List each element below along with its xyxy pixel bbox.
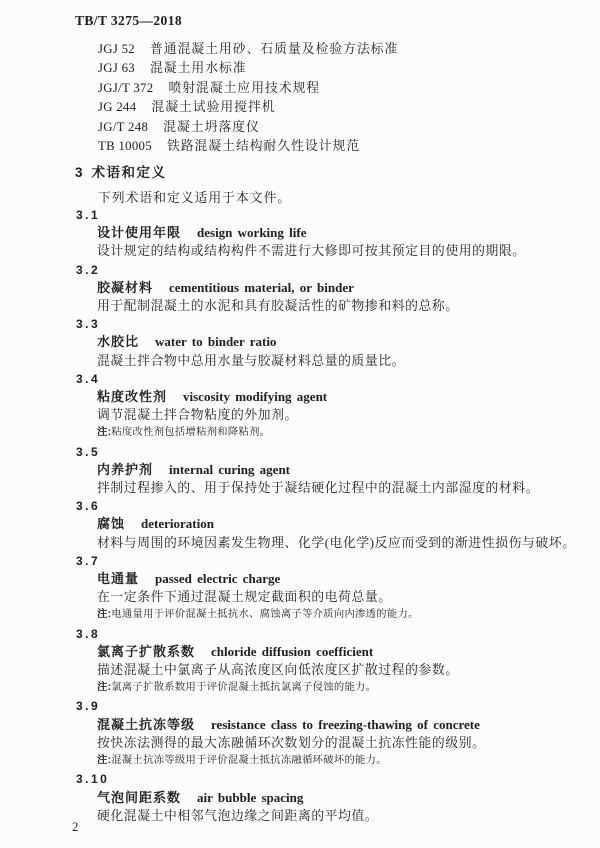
- term-zh: 内养护剂: [97, 461, 154, 477]
- term-note: [0, 752, 600, 770]
- reference-title: 混凝土试验用搅拌机: [151, 100, 276, 115]
- term-number: 3.10: [76, 772, 110, 787]
- reference-title: 混凝土坍落度仪: [163, 119, 260, 134]
- term-en: water to binder ratio: [155, 334, 277, 350]
- term-zh: 水胶比: [97, 334, 140, 350]
- term-zh: 胶凝材料: [97, 279, 154, 295]
- reference-code: TB 10005: [98, 139, 152, 154]
- term-number: 3.5: [76, 444, 101, 459]
- term-3-4: [0, 370, 600, 443]
- reference-list: [98, 40, 560, 156]
- term-en: deterioration: [141, 516, 214, 532]
- note-text: 混凝土抗冻等级用于评价混凝土抵抗冻融循环破坏的能力。: [111, 755, 387, 767]
- term-3-9: [0, 697, 600, 770]
- term-3-8: [0, 625, 600, 698]
- term-definition: 用于配制混凝土的水泥和具有胶凝活性的矿物掺和料的总称。: [97, 299, 459, 314]
- term-3-3: [0, 315, 600, 370]
- term-note: [0, 424, 600, 442]
- reference-title: 喷射混凝土应用技术规程: [168, 80, 321, 95]
- reference-code: JGJ 52: [98, 42, 135, 56]
- section-title: 术语和定义: [91, 165, 167, 180]
- term-en: resistance class to freezing-thawing of concrete: [211, 716, 480, 732]
- term-3-5: [0, 443, 600, 498]
- term-zh: 腐蚀: [97, 516, 126, 532]
- term-number: 3.8: [76, 626, 101, 641]
- note-text: 粘度改性剂包括增粘剂和降粘剂。: [111, 427, 271, 439]
- reference-item: [98, 40, 560, 59]
- section-heading: [75, 161, 167, 181]
- term-number: 3.4: [76, 371, 101, 386]
- term-en: viscosity modifying agent: [183, 389, 328, 405]
- reference-item: [98, 59, 560, 78]
- reference-title: 铁路混凝土结构耐久性设计规范: [166, 139, 361, 154]
- reference-item: [98, 98, 560, 117]
- term-3-2: [0, 261, 600, 316]
- page-number: 2: [72, 820, 79, 834]
- terms-list: [0, 206, 600, 825]
- term-3-1: [0, 206, 600, 261]
- term-definition: 拌制过程掺入的、用于保持处于凝结硬化过程中的混凝土内部湿度的材料。: [97, 481, 540, 496]
- term-3-6: [0, 497, 600, 552]
- note-label: 注:: [97, 755, 112, 767]
- term-en: passed electric charge: [155, 571, 281, 587]
- term-zh: 电通量: [97, 571, 140, 587]
- section-intro: 下列术语和定义适用于本文件。: [98, 191, 292, 205]
- reference-title: 混凝土用水标准: [150, 61, 247, 76]
- reference-item: [98, 137, 560, 156]
- note-label: 注:: [97, 609, 112, 621]
- term-definition: 按快冻法测得的最大冻融循环次数划分的混凝土抗冻性能的级别。: [97, 735, 486, 750]
- section-number: 3: [75, 165, 83, 180]
- doc-number: TB/T 3275—2018: [75, 13, 182, 28]
- note-label: 注:: [97, 427, 112, 439]
- term-zh: 氯离子扩散系数: [97, 643, 196, 659]
- term-en: cementitious material, or binder: [169, 279, 354, 295]
- term-definition: 调节混凝土拌合物粘度的外加剂。: [97, 408, 298, 423]
- term-3-10: [0, 770, 600, 825]
- term-definition: 在一定条件下通过混凝土规定截面积的电荷总量。: [97, 590, 392, 605]
- term-number: 3.1: [76, 208, 101, 222]
- reference-title: 普通混凝土用砂、石质量及检验方法标准: [150, 42, 399, 56]
- term-definition: 硬化混凝土中相邻气泡边缘之间距离的平均值。: [97, 808, 379, 823]
- term-number: 3.2: [76, 262, 101, 277]
- term-en: air bubble spacing: [197, 789, 304, 805]
- term-definition: 材料与周围的环境因素发生物理、化学(电化学)反应而受到的渐进性损伤与破坏。: [97, 535, 576, 550]
- term-number: 3.7: [76, 553, 101, 568]
- term-en: design working life: [197, 225, 307, 241]
- term-definition: 混凝土拌合物中总用水量与胶凝材料总量的质量比。: [97, 353, 406, 368]
- reference-item: [98, 118, 560, 137]
- note-text: 氯离子扩散系数用于评价混凝土抵抗氯离子侵蚀的能力。: [111, 682, 377, 694]
- term-3-7: [0, 552, 600, 625]
- term-note: [0, 606, 600, 624]
- reference-code: JG 244: [98, 100, 137, 115]
- term-en: chloride diffusion coefficient: [211, 643, 374, 659]
- reference-item: [98, 79, 560, 98]
- term-zh: 混凝土抗冻等级: [97, 716, 196, 732]
- term-number: 3.6: [76, 499, 101, 514]
- term-note: [0, 679, 600, 697]
- term-number: 3.3: [76, 317, 101, 332]
- reference-code: JGJ 63: [98, 61, 135, 76]
- note-label: 注:: [97, 682, 112, 694]
- term-definition: 描述混凝土中氯离子从高浓度区向低浓度区扩散过程的参数。: [97, 663, 459, 678]
- term-zh: 气泡间距系数: [97, 789, 182, 805]
- reference-code: JG/T 248: [98, 119, 149, 134]
- term-en: internal curing agent: [169, 461, 291, 477]
- term-zh: 设计使用年限: [97, 225, 182, 241]
- reference-code: JGJ/T 372: [98, 80, 154, 95]
- term-number: 3.9: [76, 699, 101, 714]
- term-zh: 粘度改性剂: [97, 389, 168, 405]
- term-definition: 设计规定的结构或结构构件不需进行大修即可按其预定目的使用的期限。: [97, 244, 526, 259]
- note-text: 电通量用于评价混凝土抵抗水、腐蚀离子等介质向内渗透的能力。: [111, 609, 419, 621]
